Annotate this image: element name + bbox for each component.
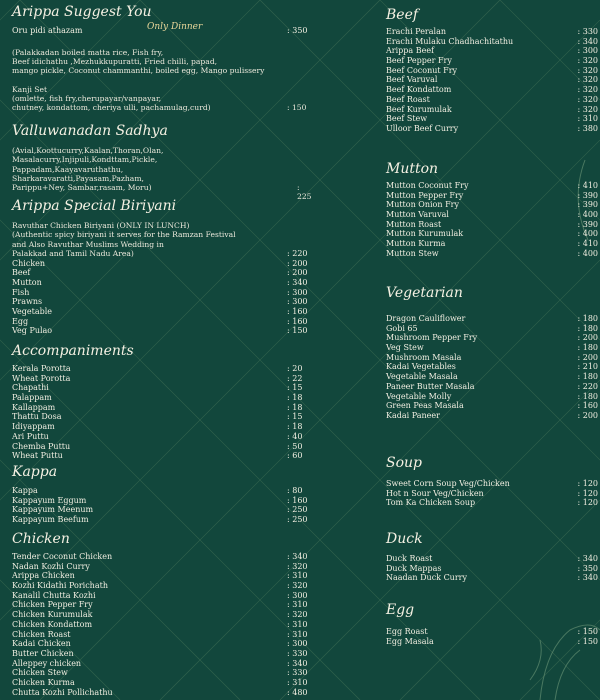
item-description: Ravuthar Chicken Biriyani (ONLY IN LUNCH) (Authentic spicy biriyani it serves for the Ramzan Festival and Also Ravuthar Muslims Wedding in [12, 221, 236, 249]
menu-item [386, 181, 598, 191]
menu-item-price: : 340 [287, 658, 308, 668]
menu-item-price: : 320 [577, 56, 598, 66]
menu-item [386, 200, 598, 210]
section-soup [386, 454, 598, 508]
menu-item-name: Beef Kondattom [386, 85, 452, 95]
section-mutton [386, 160, 598, 259]
menu-item-price: : 180 [577, 314, 598, 323]
menu-item-name: Vegetable [12, 307, 53, 317]
menu-item [12, 393, 312, 403]
accompaniments-list [12, 364, 312, 461]
menu-item-name: Mutton Kurumulak [386, 229, 464, 239]
menu-item-price: : 350 [577, 563, 598, 573]
menu-item-name: Arippa Beef [386, 46, 435, 56]
menu-item-name: Mutton Pepper Fry [386, 190, 464, 200]
section-kappa [12, 463, 312, 525]
menu-item-name: Vegetable Molly [386, 391, 452, 401]
menu-item [386, 105, 598, 115]
menu-item-price: : 310 [287, 629, 308, 639]
menu-item-name: Beef Coconut Fry [386, 65, 458, 75]
menu-item-name: Nadan Kozhi Curry [12, 561, 90, 571]
menu-item [386, 564, 598, 574]
section-title: Soup [386, 455, 422, 471]
section-title: Beef [386, 7, 419, 23]
section-sadhya [12, 122, 312, 202]
menu-item [386, 627, 598, 637]
menu-item [386, 343, 598, 353]
menu-item-price: : 250 [287, 505, 308, 515]
menu-item-price: : 80 [287, 486, 303, 495]
menu-item [386, 333, 598, 343]
menu-item [12, 668, 312, 678]
menu-item [386, 498, 598, 508]
menu-item-price: : 320 [577, 94, 598, 104]
menu-item [386, 489, 598, 499]
menu-item [386, 239, 598, 249]
menu-item-name: Dragon Cauliflower [386, 314, 466, 323]
mutton-list [386, 181, 598, 259]
menu-item [386, 191, 598, 201]
section-beef [386, 6, 598, 134]
menu-item-name: Veg Stew [386, 343, 424, 353]
menu-item-name: Kadai Chicken [12, 639, 71, 649]
menu-item-price: : 220 [577, 381, 598, 391]
menu-item-price: : 340 [577, 36, 598, 46]
menu-item [12, 278, 312, 288]
menu-item [386, 210, 598, 220]
menu-item [12, 364, 312, 374]
menu-item-price: : 410 [577, 239, 598, 249]
menu-item-price: : 400 [577, 210, 598, 220]
menu-item-name: Erachi Peralan [386, 27, 446, 36]
menu-item-name: Palakkad and Tamil Nadu Area) [12, 248, 134, 258]
menu-item-name: Mutton [12, 277, 42, 287]
menu-item [12, 374, 312, 384]
menu-item-price: : 320 [287, 561, 308, 571]
menu-item-price: : 150 [577, 627, 598, 636]
menu-item-name: Beef [12, 268, 31, 278]
duck-list [386, 554, 598, 583]
section-accompaniments [12, 342, 312, 461]
menu-item [386, 37, 598, 47]
menu-item-name: Chicken Stew [12, 668, 68, 678]
menu-item-price: : 160 [577, 401, 598, 411]
menu-item-price: : 390 [577, 190, 598, 200]
section-title: Arippa Suggest You [12, 4, 152, 20]
menu-item [386, 382, 598, 392]
menu-item-price: : 180 [577, 323, 598, 333]
menu-item [12, 317, 312, 327]
menu-item-price: : 250 [287, 515, 308, 525]
menu-item-price: : 410 [577, 181, 598, 190]
menu-item-name: Duck Mappas [386, 563, 442, 573]
menu-item [12, 591, 312, 601]
menu-item [12, 496, 312, 506]
menu-item-price: : 310 [287, 600, 308, 610]
menu-item-price: : 310 [287, 677, 308, 687]
menu-item-price: : 150 [287, 326, 308, 336]
menu-item [12, 268, 312, 278]
menu-item [12, 505, 312, 515]
menu-item [386, 554, 598, 564]
section-title: Mutton [386, 161, 439, 177]
menu-item [12, 610, 312, 620]
menu-item [12, 451, 312, 461]
menu-item-price: : 340 [577, 573, 598, 583]
menu-item-price: : 120 [577, 488, 598, 498]
menu-item [386, 324, 598, 334]
menu-item [12, 259, 312, 269]
menu-item-name: Kadai Vegetables [386, 362, 456, 372]
menu-item-price: : 320 [577, 104, 598, 114]
section-title: Accompaniments [12, 343, 134, 359]
menu-item-price: : 200 [577, 410, 598, 420]
menu-item [386, 314, 598, 324]
menu-item-name: Duck Roast [386, 554, 433, 563]
section-biriyani [12, 197, 312, 336]
menu-item [12, 552, 312, 562]
menu-item [12, 249, 312, 259]
menu-item-price: : 200 [577, 352, 598, 362]
menu-item-price: : 340 [577, 554, 598, 563]
beef-list [386, 27, 598, 134]
menu-item-name: Alleppey chicken [12, 658, 82, 668]
menu-item-price: : 390 [577, 219, 598, 229]
menu-item-name: Mutton Onion Fry [386, 200, 459, 210]
menu-item-name: Mutton Roast [386, 219, 442, 229]
menu-item [386, 392, 598, 402]
menu-item-price: : 300 [287, 287, 308, 297]
menu-item-price: : 20 [287, 364, 303, 373]
menu-item-name: Chicken Pepper Fry [12, 600, 93, 610]
menu-item-name: Kappa [12, 486, 38, 495]
menu-item-name: Chicken Kurma [12, 677, 75, 687]
menu-item [386, 249, 598, 259]
menu-item-name: Mutton Varuval [386, 210, 449, 220]
menu-item [12, 581, 312, 591]
menu-item-price: : 18 [287, 393, 303, 403]
menu-item [386, 75, 598, 85]
menu-item [386, 95, 598, 105]
biriyani-list [12, 249, 312, 336]
menu-item-price: : 330 [287, 668, 308, 678]
menu-item-price: : 320 [287, 581, 308, 591]
menu-item-price: : 310 [577, 114, 598, 124]
menu-item [12, 562, 312, 572]
menu-item [386, 637, 598, 647]
menu-item [12, 659, 312, 669]
menu-item-price: : 160 [287, 316, 308, 326]
menu-item [12, 403, 312, 413]
menu-item-name: Mutton Coconut Fry [386, 181, 469, 190]
menu-item-price: : 50 [287, 441, 303, 451]
menu-item-name: Beef Roast [386, 94, 430, 104]
menu-item-name: Paneer Butter Masala [386, 381, 475, 391]
menu-item-name: Arippa Chicken [12, 571, 75, 581]
menu-item [386, 362, 598, 372]
menu-item-price: : 120 [577, 498, 598, 508]
menu-item-price: : 300 [287, 639, 308, 649]
egg-list [386, 627, 598, 646]
menu-item-name: Tom Ka Chicken Soup [386, 498, 476, 508]
section-egg [386, 601, 598, 646]
menu-item-price: : 180 [577, 372, 598, 382]
menu-item-name: Mushroom Pepper Fry [386, 333, 478, 343]
menu-item-price: : 310 [287, 619, 308, 629]
menu-item-name: Naadan Duck Curry [386, 573, 468, 583]
section-title: Duck [386, 531, 423, 547]
menu-item [386, 66, 598, 76]
menu-item-price: : 120 [577, 479, 598, 488]
chicken-list [12, 552, 312, 697]
menu-item-name: Fish [12, 287, 30, 297]
menu-item [12, 326, 312, 336]
menu-item [12, 422, 312, 432]
menu-item-price: : 210 [577, 362, 598, 372]
menu-item-name: Beef Varuval [386, 75, 438, 85]
menu-item [12, 412, 312, 422]
menu-item-name: Chicken Roast [12, 629, 71, 639]
menu-item [12, 486, 312, 496]
menu-item [386, 401, 598, 411]
menu-item [12, 630, 312, 640]
menu-item-name: Butter Chicken [12, 648, 74, 658]
menu-item [12, 639, 312, 649]
kanji-set-name: Kanji Set [12, 84, 48, 94]
item-description: (Palakkadan boiled matta rice, Fish fry, Beef idichathu ,Mezhukkupuratti, Fried chilli, papad, mango pickle, Coconut chammanthi, boiled egg, Mango pulissery [12, 47, 265, 76]
menu-item [12, 620, 312, 630]
menu-item [386, 27, 598, 37]
section-title: Arippa Special Biriyani [12, 198, 177, 214]
menu-item-name: Erachi Mulaku Chadhachitathu [386, 36, 514, 46]
menu-item-name: Egg Roast [386, 627, 428, 636]
menu-item-price: : 400 [577, 248, 598, 258]
menu-item-price: : 22 [287, 373, 303, 383]
section-chicken [12, 530, 312, 697]
menu-item-price: : 160 [287, 495, 308, 505]
menu-item [12, 600, 312, 610]
menu-item-name: Wheat Puttu [12, 451, 63, 461]
menu-item-name: Mutton Stew [386, 248, 439, 258]
menu-item-name: Tender Coconut Chicken [12, 552, 113, 561]
menu-item-price: : 320 [577, 75, 598, 85]
menu-item [12, 442, 312, 452]
section-title: Kappa [12, 464, 58, 480]
menu-item-name: Wheat Porotta [12, 373, 71, 383]
menu-item [12, 678, 312, 688]
menu-item-name: Kallappam [12, 402, 56, 412]
menu-item [12, 515, 312, 525]
menu-item-name: Beef Kurumulak [386, 104, 452, 114]
menu-item [12, 649, 312, 659]
menu-item-price: : 340 [287, 277, 308, 287]
menu-item [386, 411, 598, 421]
menu-item [12, 688, 312, 698]
menu-item-price: : 340 [287, 552, 308, 561]
menu-item [386, 85, 598, 95]
section-title: Chicken [12, 531, 70, 547]
menu-item [12, 288, 312, 298]
menu-item [12, 432, 312, 442]
menu-item-price: : 15 [287, 412, 303, 422]
menu-item-name: Palappam [12, 393, 52, 403]
menu-item-price: : 160 [287, 307, 308, 317]
menu-item-name: Chapathi [12, 383, 49, 393]
menu-item-name: Mutton Kurma [386, 239, 446, 249]
menu-item-price: : 200 [577, 333, 598, 343]
section-title: Egg [386, 602, 415, 618]
menu-item-name: Egg Masala [386, 636, 434, 646]
section-title: Vegetarian [386, 285, 463, 301]
menu-item-name: Kappayum Meenum [12, 505, 94, 515]
menu-item-price: : 320 [577, 85, 598, 95]
menu-item [386, 353, 598, 363]
menu-item-name: Kappayum Beefum [12, 515, 89, 525]
menu-item-price: : 320 [577, 65, 598, 75]
section-vegetarian [386, 284, 598, 421]
menu-item-price: : 390 [577, 200, 598, 210]
only-dinner-tag: Only Dinner [147, 22, 203, 32]
menu-item-name: Kadai Paneer [386, 410, 440, 420]
menu-item [12, 307, 312, 317]
menu-item-price: : 320 [287, 610, 308, 620]
item-description: (Avial,Koottucurry,Kaalan,Thoran,Olan, Masalacurry,Injipuli,Kondttam,Pickle, Pappadam,Kaayavaruthathu, Sharkaravaratti,Payasam,Pazham, Parippu+Ney, Sambar,rasam, Moru) : 225 [12, 146, 312, 202]
menu-item [386, 114, 598, 124]
section-suggest: Arippa Suggest You Oru pidi athazam Only Dinner : 350 (Palakkadan boiled matta rice, Fish fry, Beef idichathu ,Mezhukkupuratti, Fried chilli, papad, mango pickle, Coconut chammanthi, boiled egg, Mango pulissery Kanji Set (omlette, fish fry,cherupayar/vanpayar, chutney, kondattom, cheriya ulli, pachamulag,curd) : 150 [12, 3, 312, 112]
menu-item-name: Beef Pepper Fry [386, 56, 452, 66]
menu-item-name: Ulloor Beef Curry [386, 123, 459, 133]
menu-item-name: Chutta Kozhi Pollichathu [12, 687, 113, 697]
menu-item-price: : 180 [577, 391, 598, 401]
menu-item-price: : 310 [287, 571, 308, 581]
menu-item-name: Kerala Porotta [12, 364, 71, 373]
kappa-list [12, 486, 312, 525]
menu-item-price: : 180 [577, 343, 598, 353]
menu-item-price: : 40 [287, 431, 303, 441]
menu-item-name: Vegetable Masala [386, 372, 458, 382]
menu-item-name: Kanalil Chutta Kozhi [12, 590, 96, 600]
menu-item-price: : 150 [577, 636, 598, 646]
menu-item-name: Chemba Puttu [12, 441, 71, 451]
sadhya-price: : 225 [297, 183, 312, 202]
menu-item [386, 56, 598, 66]
menu-item [12, 297, 312, 307]
menu-item-name: Hot n Sour Veg/Chicken [386, 488, 484, 498]
menu-item-name: Chicken Kurumulak [12, 610, 93, 620]
menu-item [386, 220, 598, 230]
menu-item-price: : 200 [287, 268, 308, 278]
section-duck [386, 530, 598, 583]
menu-item: Oru pidi athazam Only Dinner : 350 [12, 22, 308, 35]
menu-item-price: : 60 [287, 451, 303, 461]
menu-item-price: : 15 [287, 383, 303, 393]
menu-item [12, 571, 312, 581]
vegetarian-list [386, 314, 598, 421]
menu-item-name: Kappayum Eggum [12, 495, 87, 505]
menu-item [386, 372, 598, 382]
menu-item [386, 124, 598, 134]
menu-item [386, 479, 598, 489]
menu-item [386, 46, 598, 56]
menu-item-name: Green Peas Masala [386, 401, 464, 411]
menu-item-price: : 18 [287, 422, 303, 432]
menu-item-price: : 330 [287, 648, 308, 658]
menu-item-price: : 330 [577, 27, 598, 36]
menu-item-name: Prawns [12, 297, 43, 307]
menu-item-name: Thattu Dosa [12, 412, 62, 422]
menu-item [12, 383, 312, 393]
menu-item [386, 229, 598, 239]
menu-item-name: Gobi 65 [386, 323, 418, 333]
section-title: Valluwanadan Sadhya [12, 123, 168, 139]
kanji-set-price: : 150 [287, 103, 307, 113]
menu-item-name: Mushroom Masala [386, 352, 462, 362]
menu-item-price: : 300 [577, 46, 598, 56]
menu-item-price: : 300 [287, 297, 308, 307]
menu-item [386, 573, 598, 583]
menu-item-price: : 18 [287, 402, 303, 412]
menu-item-price: : 480 [287, 687, 308, 697]
menu-item-name: Ari Puttu [12, 431, 49, 441]
menu-item-price: : 200 [287, 258, 308, 268]
menu-item-name: Chicken Kondattom [12, 619, 93, 629]
menu-item-name: Idiyappam [12, 422, 55, 432]
menu-item-price: : 380 [577, 123, 598, 133]
menu-item-name: Beef Stew [386, 114, 428, 124]
menu-item-name: Kozhi Kidathi Porichath [12, 581, 108, 591]
menu-item-price: : 300 [287, 590, 308, 600]
menu-item-name: Chicken [12, 258, 46, 268]
menu-item-price: : 220 [287, 248, 308, 258]
menu-item-name: Egg [12, 316, 29, 326]
menu-item-name: Sweet Corn Soup Veg/Chicken [386, 479, 510, 488]
menu-item-price: : 400 [577, 229, 598, 239]
soup-list [386, 479, 598, 508]
menu-item-name: Veg Pulao [12, 326, 53, 336]
